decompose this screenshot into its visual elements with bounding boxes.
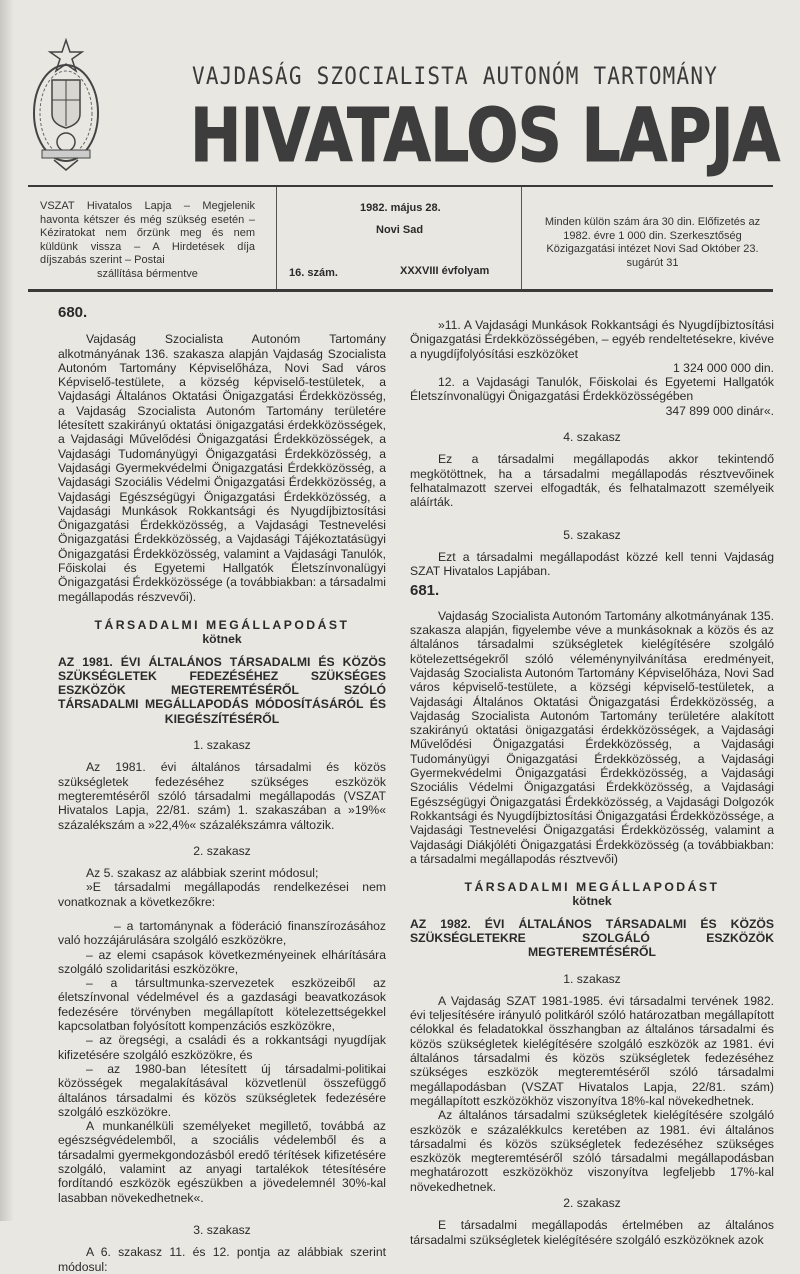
section-text: A munkanélküli személyeket megillető, továbbá az egészségvédelemből, a szociális védelemből és a társadalmi gyermekgondozásból eredő térítések kifizetésére szolgáló, valamint az anyagi tartalékok tétesítésére fordítandó eszközök egészükben a jövedelemnél 30%-kal lasabban növekedhetnek«.: [58, 1119, 386, 1205]
header-divider: [276, 187, 277, 289]
section-text: A 6. szakasz 11. és 12. pontja az alábbiak szerint módosul:: [58, 1245, 386, 1274]
section-text: Az 5. szakasz az alábbiak szerint módosul;: [86, 866, 319, 881]
header-rule: [28, 289, 773, 292]
amount: 347 899 000 dinár«.: [665, 403, 774, 418]
subscription-info: Minden külön szám ára 30 din. Előfizetés az 1982. évre 1 000 din. Szerkesztőség Közigazgatási intézet Novi Sad Október 23. sugárút 31: [544, 216, 761, 269]
masthead-rule: [28, 185, 773, 187]
list-item: – a társultmunka-szervezetek eszközeiből az életszínvonal védelmével és a gazdasági beavatkozások fedezésére törvényben megállapított kötelezettségekkel kapcsolatban folyósított kompenzációs eszközökre,: [58, 976, 386, 1034]
section-title: 2. szakasz: [193, 843, 251, 858]
issue-number: 16. szám.: [289, 267, 338, 279]
issue-place: Novi Sad: [376, 224, 424, 236]
publication-info-text: VSZAT Hivatalos Lapja – Megjelenik havonta kétszer és még szükség esetén – Kéziratokat nem őrzünk meg és nem küldünk vissza – A Hirdetések díja díjszabás szerint – Postai: [40, 200, 255, 266]
section-title: 5. szakasz: [563, 527, 621, 542]
scan-edge-shadow: [0, 0, 14, 1221]
document-number: 681.: [410, 582, 440, 600]
header-divider: [521, 187, 522, 289]
agreement-subtitle: AZ 1982. ÉVI ÁLTALÁNOS TÁRSADALMI ÉS KÖZÖS SZÜKSÉGLETEKRE SZOLGÁLÓ ESZKÖZÖK MEGTEREMTÉSÉRŐL: [410, 916, 774, 960]
right-column: [410, 318, 774, 1247]
section-title: 1. szakasz: [193, 738, 251, 753]
agreement-kotnek: kötnek: [202, 632, 242, 647]
section-title: 3. szakasz: [193, 1222, 251, 1237]
publication-info: [40, 200, 255, 281]
coat-of-arms-emblem: [30, 38, 102, 173]
masthead-supertitle: VAJDASÁG SZOCIALISTA AUTONÓM TARTOMÁNY: [192, 62, 719, 90]
section-text: Az 1981. évi általános társadalmi és közös szükségletek fedezéséhez szükséges eszközök megteremtéséről szóló társadalmi megállapodás (VSZAT Hivatalos Lapja, 22/81. szám) 1. szakaszában a »19%« százalékszám a »22,4%« százalékszámra változik.: [58, 760, 386, 832]
preamble: Vajdaság Szocialista Autonóm Tartomány alkotmányának 136. szakasza alapján Vajdaság Szocialista Autonóm Tartomány Képviselőháza, Novi Sad város Képviselő-testülete, a község képviselő-testületek, a Vajdasági Általános Oktatási Önigazgatási Érdekközösség, a Vajdaság Szocialista Autonóm Tartomány területére létesített szakirányú oktatási önigazgatási érdekközösségek, a Vajdasági Művelődési Önigazgatási Érdekközösségek, a Vajdasági Tudományügyi Önigazgatási Érdekközösség, a Vajdasági Gyermekvédelmi Önigazgatási Érdekközösség, a Vajdasági Szociális Védelmi Önigazgatási Érdekközösség, a Vajdasági Egészségügyi Önigazgatási Érdekközösség, a Vajdasági Munkások Rokkantsági és Nyugdíjbiztosítási Önigazgatási Érdekközösség, a Vajdasági Testnevelési Önigazgatási Érdekközösség, a Vajdasági Tájékoztatásügyi Önigazgatási Érdekközösség, valamint a Vajdasági Tanulók, Főiskolai és Egyetemi Hallgatók Életszínvonalügyi Önigazgatási Érdekközössége (a továbbiakban: a társadalmi megállapodás részvevői).: [58, 332, 386, 604]
agreement-heading: TÁRSADALMI MEGÁLLAPODÁST: [464, 880, 720, 895]
agreement-heading: TÁRSADALMI MEGÁLLAPODÁST: [94, 617, 350, 632]
publication-info-last: szállítása bérmentve: [97, 267, 198, 280]
amount: 1 324 000 000 din.: [673, 360, 774, 375]
section-text: »11. A Vajdasági Munkások Rokkantsági és Nyugdíjbiztosítási Önigazgatási Érdekközösségében, – egyéb rendeltetésekre, kivéve a nyugdíjfolyósítási eszközöket: [410, 318, 774, 361]
issue-date: 1982. május 28.: [360, 202, 441, 214]
section-title: 4. szakasz: [563, 430, 621, 445]
preamble: Vajdaság Szocialista Autonóm Tartomány alkotmányának 135. szakasza alapján, figyelembe véve a munkásoknak a közös és az általános társadalmi szükségletek kielégítésére szolgáló kötelezettségekről szóló véleménynyilvánítása eredményeit, Vajdaság Szocialista Autonóm Tartomány Képviselőháza, Novi Sad város képviselő-testülete, a községi képviselő-testületek, a Vajdasági Általános Oktatási Önigazgatási Érdekközösség, a Vajdaság Szocialista Autonóm Tartomány területére alakított szakirányú oktatási önigazgatási érdekközösségek, a Vajdasági Művelődési Önigazgatási Érdekközösség, a Vajdasági Tudományügyi Önigazgatási Érdekközösség, a Vajdasági Gyermekvédelmi Önigazgatási Érdekközösség, a Vajdasági Szociális Védelmi Önigazgatási Érdekközösség, a Vajdasági Egészségügyi Önigazgatási Érdekközösség, a Vajdasági Dolgozók Rokkantsági és Nyugdíjbiztosítási Önigazgatási Érdekközössége, a Vajdasági Testnevelési Önigazgatási Érdekközösség, valamint a Vajdasági Diákjóléti Önigazgatási Érdekközösség (a továbbiakban: a társadalmi megállapodás résztvevői): [410, 608, 774, 866]
list-item: – az elemi csapások következményeinek elhárítására szolgáló szolidaritási eszközökre,: [58, 947, 386, 976]
list-item: – az 1980-ban létesített új társadalmi-politikai közösségek megalakításával közvetlenül összefüggő általános társadalmi és közös szükségletek fedezésére szolgáló eszközökre.: [58, 1061, 386, 1119]
masthead-title: HIVATALOS LAPJA: [190, 93, 780, 179]
document-number: 680.: [58, 304, 88, 321]
section-text: 12. a Vajdasági Tanulók, Főiskolai és Egyetemi Hallgatók Életszínvonalügyi Önigazgatási Érdekközösségében: [410, 375, 774, 404]
section-title: 2. szakasz: [563, 1196, 621, 1211]
section-text: Ez a társadalmi megállapodás akkor tekintendő megkötöttnek, ha a társadalmi megállapodás résztvevőinek felhatalmazott szervei elfogadták, és felhatalmazott személyeik aláírták.: [410, 452, 774, 510]
section-text: Az általános társadalmi szükségletek kielégítésére szolgáló eszközök e százalékkulcs keretében az 1981. évi általános társadalmi és közös szükségletek fedezéséhez szükséges eszközök megteremtéséről szóló társadalmi megállapodásban meghatározott eszközökhöz viszonyítva legfeljebb 17%-kal növekedhetnek.: [410, 1108, 774, 1194]
section-text: A Vajdaság SZAT 1981-1985. évi társadalmi tervének 1982. évi teljesítésére irányuló politkáról szóló határozatban megállapított célokkal és feladatokkal összhangban az általános társadalmi és közös szükségletek kielégítésére szolgáló eszközök az 1981. évi általános társadalmi és közös szükségletek fedezéséhez szükséges eszközök megteremtéséről szóló társadalmi megállapodásban (VSZAT Hivatalos Lapja, 22/81. szám) megállapított eszközökhöz viszonyítva 18%-kal növekedhetnek.: [410, 993, 774, 1108]
section-text: Ezt a társadalmi megállapodást közzé kell tenni Vajdaság SZAT Hivatalos Lapjában.: [410, 549, 774, 579]
issue-volume: XXXVIII évfolyam: [400, 265, 490, 277]
list-item: – az öregségi, a családi és a rokkantsági nyugdíjak kifizetésére szolgáló eszközökre, és: [58, 1033, 386, 1062]
section-title: 1. szakasz: [563, 971, 621, 986]
section-text: »E társadalmi megállapodás rendelkezései nem vonatkoznak a következőkre:: [58, 880, 386, 909]
list-item: – a tartománynak a föderáció finanszírozásához való hozzájárulására szolgáló eszközökre,: [58, 918, 386, 948]
section-text: E társadalmi megállapodás értelmében az általános társadalmi szükségletek kielégítésére szolgáló eszközöknek azok: [410, 1218, 774, 1247]
agreement-subtitle: AZ 1981. ÉVI ÁLTALÁNOS TÁRSADALMI ÉS KÖZÖS SZÜKSÉGLETEK FEDEZÉSÉHEZ SZÜKSÉGES ESZKÖZÖK MEGTEREMTÉSÉRŐL SZÓLÓ TÁRSADALMI MEGÁLLAPODÁS MÓDOSÍTÁSÁRÓL ÉS KIEGÉSZÍTÉSÉRŐL: [58, 654, 386, 726]
left-column: [58, 306, 386, 1274]
agreement-kotnek: kötnek: [572, 894, 612, 909]
